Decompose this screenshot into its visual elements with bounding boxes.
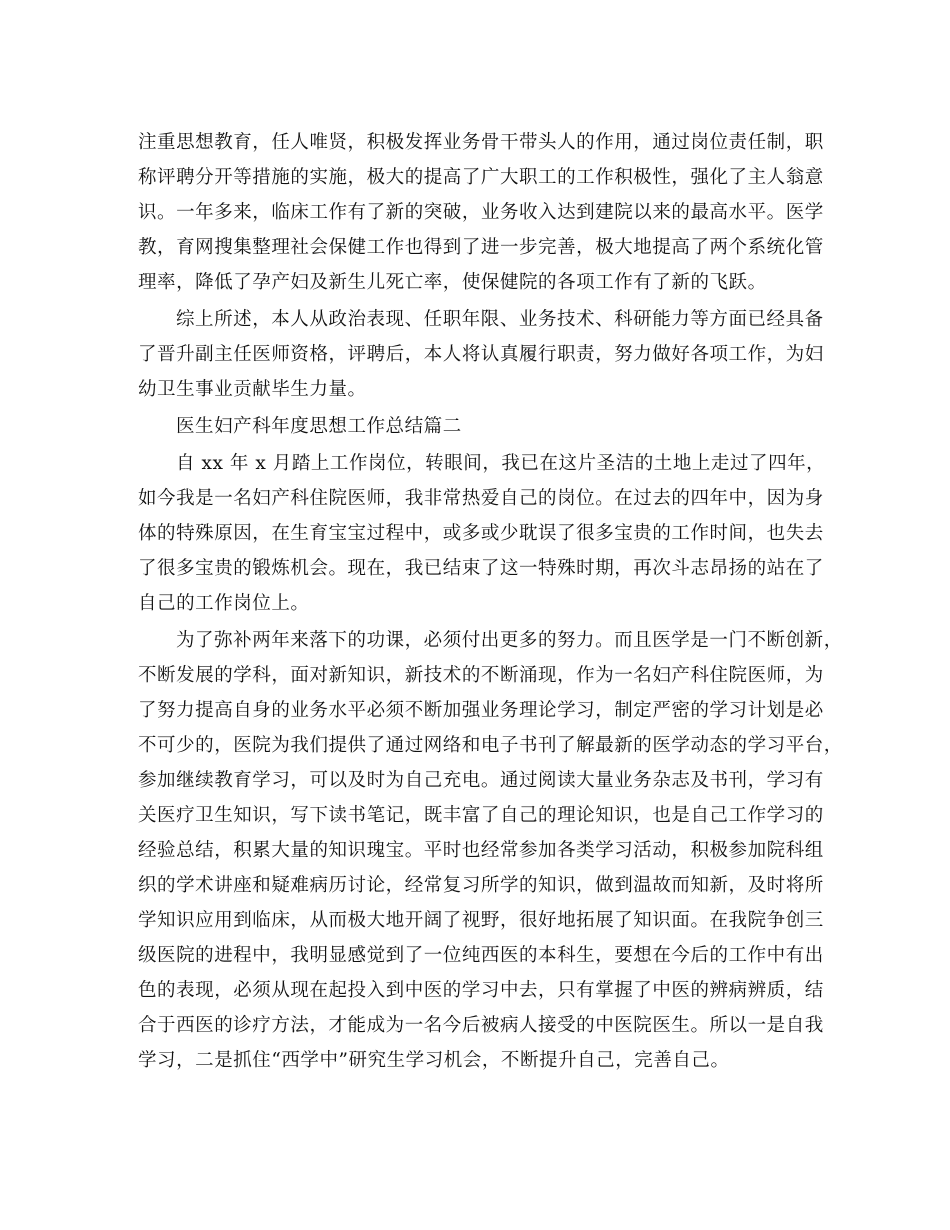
text-line: 学知识应用到临床，从而极大地开阔了视野，很好地拓展了知识面。在我院争创三 [138, 910, 824, 931]
text-line: 不可少的，医院为我们提供了通过网络和电子书刊了解最新的医学动态的学习平台， [138, 735, 843, 756]
text-line: 注重思想教育，任人唯贤，积极发挥业务骨干带头人的作用，通过岗位责任制，职 [138, 132, 824, 153]
text-line: 了很多宝贵的锻炼机会。现在，我已结束了这一特殊时期，再次斗志昂扬的站在了 [138, 558, 824, 579]
text-line: 自己的工作岗位上。 [138, 593, 310, 614]
section-heading: 医生妇产科年度思想工作总结篇二 [176, 416, 462, 437]
text-line: 体的特殊原因，在生育宝宝过程中，或多或少耽误了很多宝贵的工作时间，也失去 [138, 523, 824, 544]
text-line: 了晋升副主任医师资格，评聘后，本人将认真履行职责，努力做好各项工作，为妇 [138, 344, 824, 365]
text-line: 不断发展的学科，面对新知识，新技术的不断涌现，作为一名妇产科住院医师，为 [138, 665, 824, 686]
text-line: 理率，降低了孕产妇及新生儿死亡率，使保健院的各项工作有了新的飞跃。 [138, 272, 767, 293]
text-line: 关医疗卫生知识，写下读书笔记，既丰富了自己的理论知识，也是自己工作学习的 [138, 805, 824, 826]
text-line: 自 xx 年 x 月踏上工作岗位，转眼间，我已在这片圣洁的土地上走过了四年， [176, 453, 826, 474]
text-line: 幼卫生事业贡献毕生力量。 [138, 379, 367, 400]
text-line: 教，育网搜集整理社会保健工作也得到了进一步完善，极大地提高了两个系统化管 [138, 237, 824, 258]
text-line: 级医院的进程中，我明显感觉到了一位纯西医的本科生，要想在今后的工作中有出 [138, 945, 824, 966]
text-line: 了努力提高自身的业务水平必须不断加强业务理论学习，制定严密的学习计划是必 [138, 700, 824, 721]
text-line: 为了弥补两年来落下的功课，必须付出更多的努力。而且医学是一门不断创新， [176, 630, 843, 651]
text-line: 参加继续教育学习，可以及时为自己充电。通过阅读大量业务杂志及书刊，学习有 [138, 770, 824, 791]
text-line: 识。一年多来，临床工作有了新的突破，业务收入达到建院以来的最高水平。医学 [138, 202, 824, 223]
text-line: 如今我是一名妇产科住院医师，我非常热爱自己的岗位。在过去的四年中，因为身 [138, 488, 824, 509]
text-line: 学习，二是抓住“西学中”研究生学习机会，不断提升自己，完善自己。 [138, 1050, 730, 1071]
text-line: 合于西医的诊疗方法，才能成为一名今后被病人接受的中医院医生。所以一是自我 [138, 1015, 824, 1036]
text-line: 综上所述，本人从政治表现、任职年限、业务技术、科研能力等方面已经具备 [176, 309, 824, 330]
text-line: 织的学术讲座和疑难病历讨论，经常复习所学的知识，做到温故而知新，及时将所 [138, 875, 824, 896]
text-line: 经验总结，积累大量的知识瑰宝。平时也经常参加各类学习活动，积极参加院科组 [138, 840, 824, 861]
text-line: 色的表现，必须从现在起投入到中医的学习中去，只有掌握了中医的辨病辨质，结 [138, 980, 824, 1001]
text-line: 称评聘分开等措施的实施，极大的提高了广大职工的工作积极性，强化了主人翁意 [138, 167, 824, 188]
